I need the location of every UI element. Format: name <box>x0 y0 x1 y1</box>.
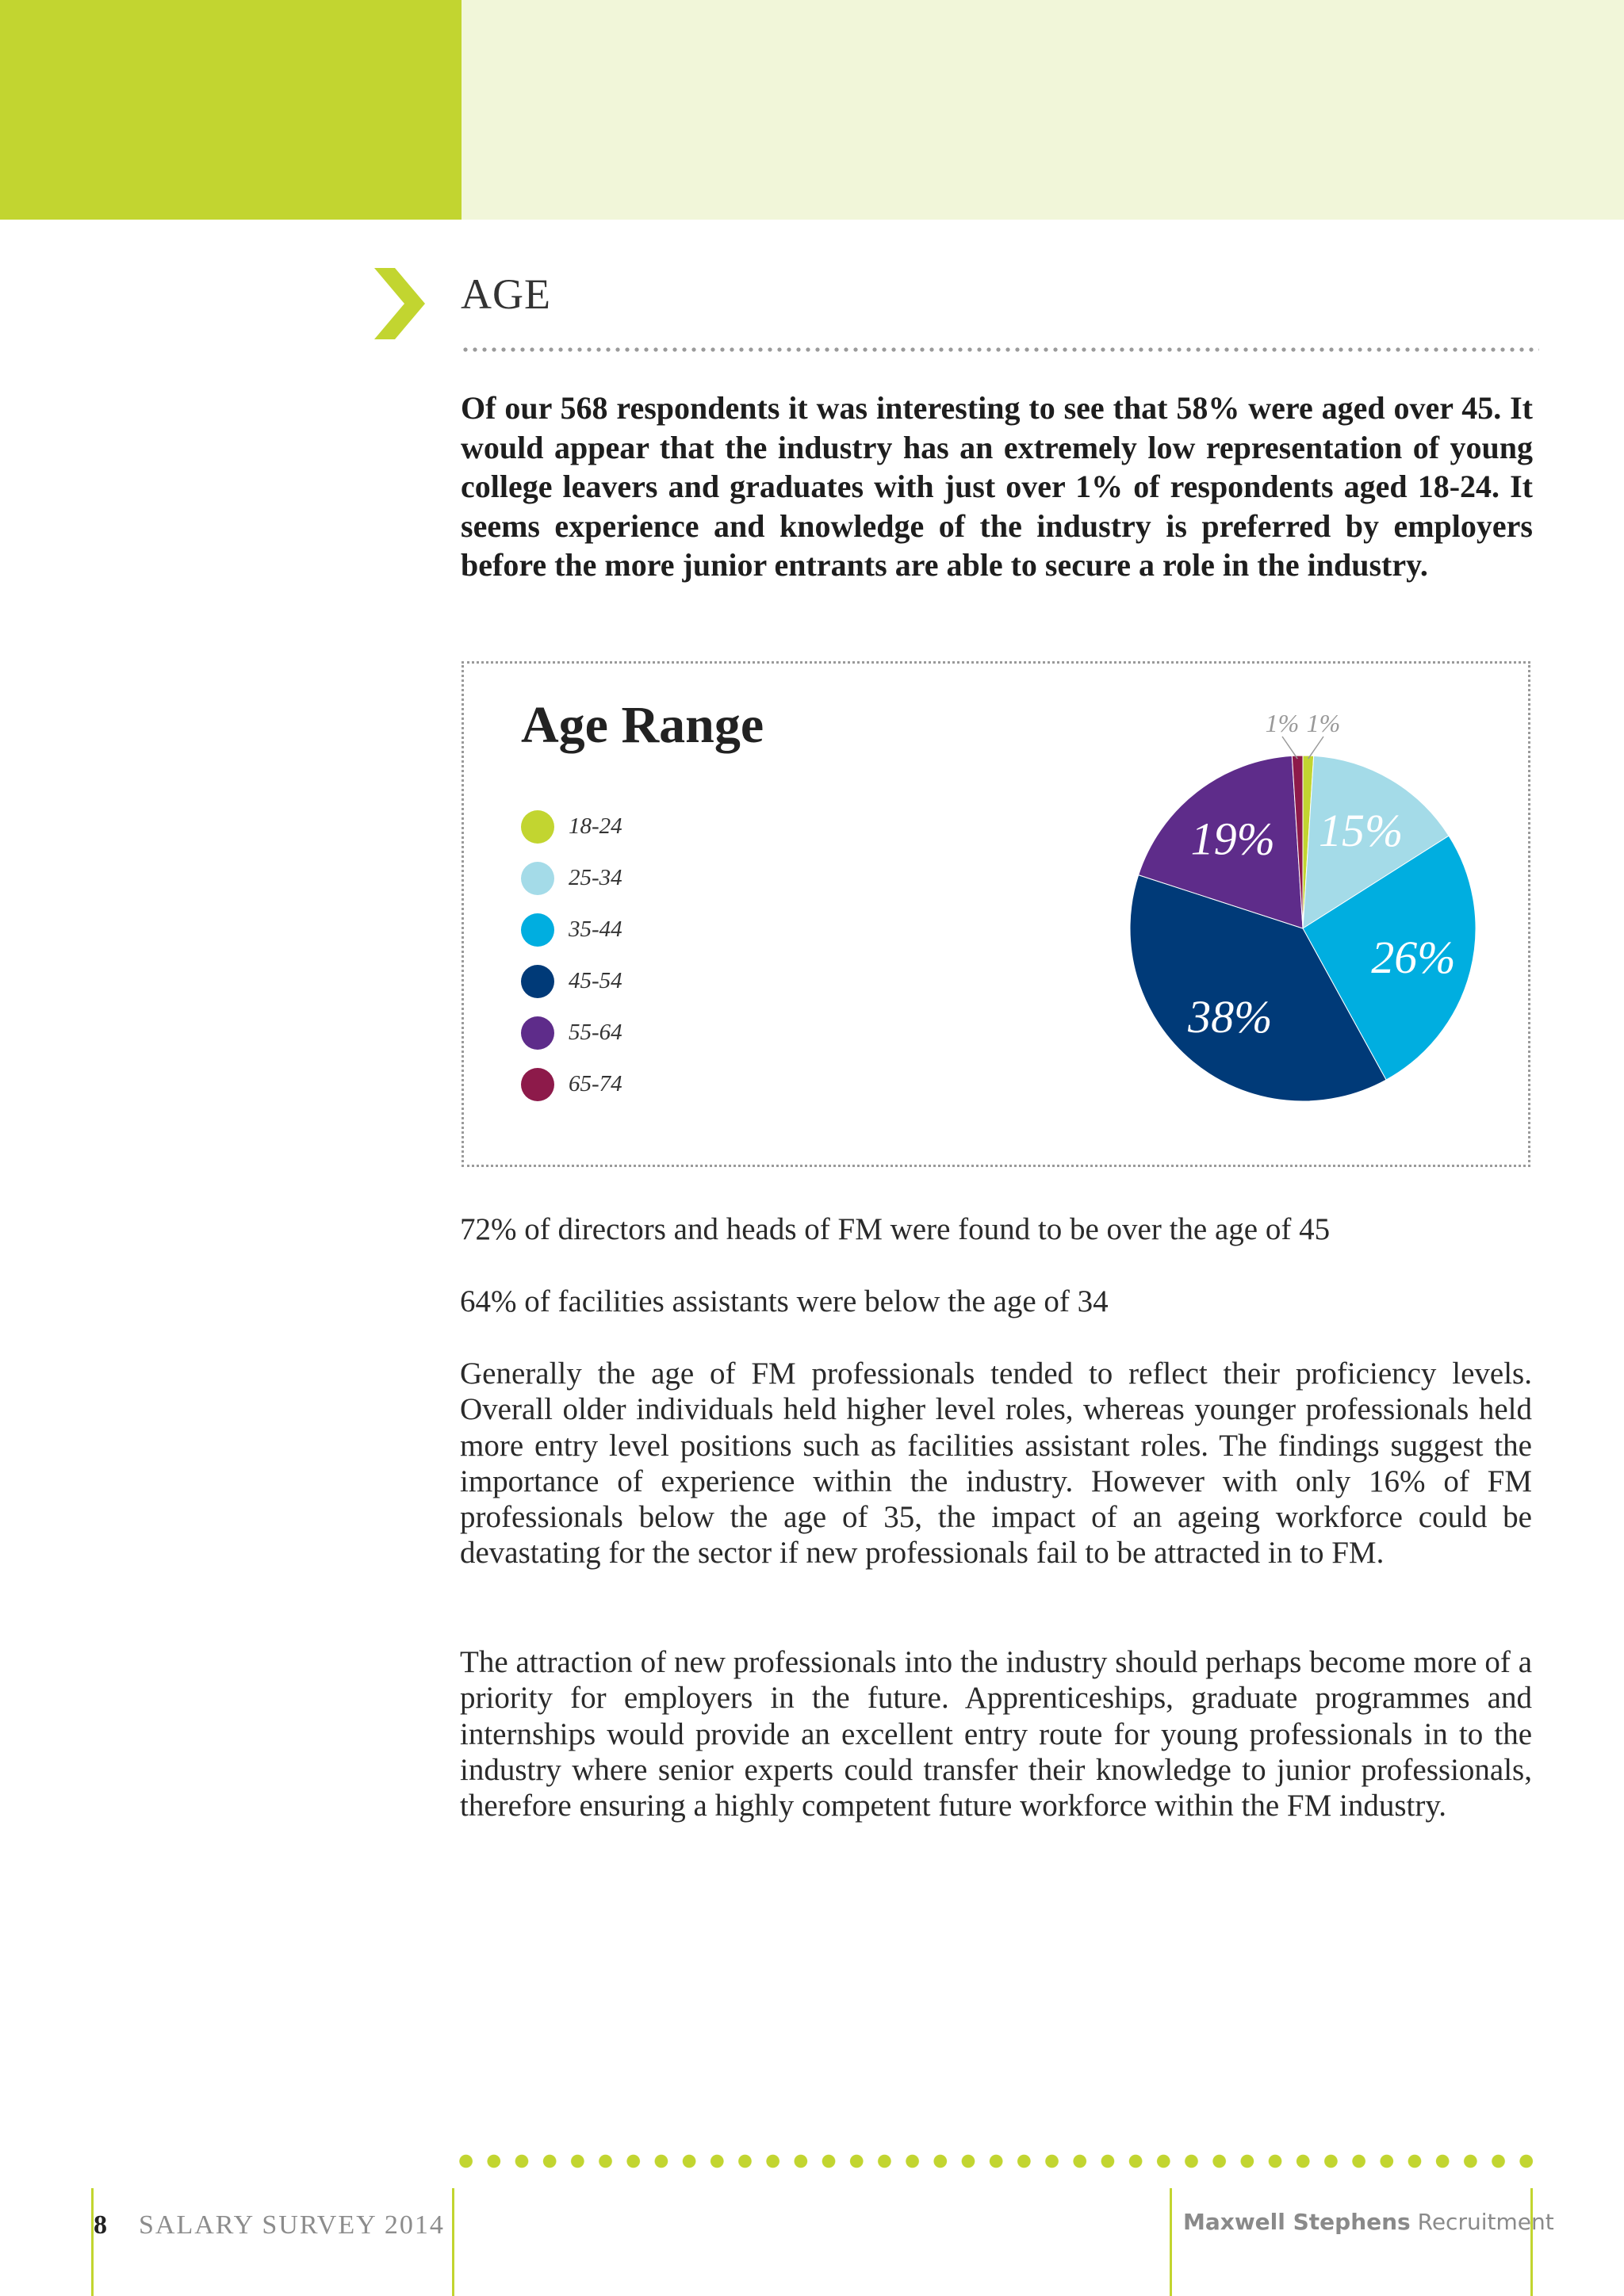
legend-item <box>521 1016 680 1051</box>
legend-swatch <box>521 1016 554 1050</box>
pie-data-label: 1% <box>1265 709 1300 737</box>
legend-item <box>521 965 680 1000</box>
footer-dotted-divider <box>452 2153 1538 2169</box>
footer-rule-mid <box>452 2188 454 2296</box>
pie-data-label: 26% <box>1371 931 1456 983</box>
legend-label: 55-64 <box>569 1020 622 1045</box>
footer-rule-left <box>91 2188 94 2296</box>
legend-swatch <box>521 1068 554 1101</box>
document-title: SALARY SURVEY 2014 <box>139 2210 445 2240</box>
pie-data-label: 1% <box>1306 709 1341 737</box>
dotted-divider <box>461 347 1539 352</box>
pie-data-label: 38% <box>1188 990 1273 1043</box>
legend-item <box>521 862 680 897</box>
footer-rule-right <box>1530 2188 1533 2296</box>
body-paragraph-attraction: The attraction of new professionals into the industry should perhaps become more of a priority for employers in the future. Apprenticeships, graduate programmes and internships would provide an excellent entry route for young professionals in to the industry where senior experts could transfer their knowledge to junior professionals, therefore ensuring a highly competent future workforce within the FM industry. <box>460 1645 1532 1823</box>
pie-data-label: 15% <box>1319 805 1404 857</box>
legend-swatch <box>521 862 554 895</box>
legend-label: 45-54 <box>569 968 622 993</box>
legend-label: 18-24 <box>569 813 622 839</box>
legend-label: 65-74 <box>569 1071 622 1096</box>
legend-label: 25-34 <box>569 865 622 890</box>
brand-logo <box>1183 2209 1554 2235</box>
legend-item <box>521 810 680 845</box>
legend-swatch <box>521 965 554 998</box>
pie-leader-line <box>1308 737 1323 759</box>
brand-suffix: Recruitment <box>1410 2209 1554 2235</box>
stat-paragraph-assistants: 64% of facilities assistants were below the age of 34 <box>460 1284 1109 1318</box>
body-paragraph-proficiency: Generally the age of FM professionals tended to reflect their proficiency levels. Overall older individuals held higher level roles, whereas younger professionals held more entry level positions such as facilities assistant roles. The findings suggest the importance of experience within the industry. However with only 16% of FM professionals below the age of 35, the impact of an ageing workforce could be devastating for the sector if new professionals fail to be attracted in to FM. <box>460 1357 1532 1571</box>
pie-leader-line <box>1282 737 1297 759</box>
legend-item <box>521 913 680 948</box>
pie-chart <box>1130 698 1495 1142</box>
footer-rule-brand-left <box>1170 2188 1172 2296</box>
header-accent-band <box>0 0 462 220</box>
header-light-band <box>462 0 1624 220</box>
chart-title: Age Range <box>521 696 764 754</box>
stat-paragraph-directors: 72% of directors and heads of FM were found to be over the age of 45 <box>460 1212 1331 1246</box>
brand-name: Maxwell Stephens <box>1183 2209 1411 2235</box>
age-range-chart <box>462 661 1530 1167</box>
chevron-right-icon <box>374 268 425 339</box>
legend-swatch <box>521 810 554 844</box>
intro-paragraph: Of our 568 respondents it was interesting to see that 58% were aged over 45. It would appear that the industry has an extremely low representation of young college leavers and graduates with just over 1% of respondents aged 18-24. It seems experience and knowledge of the industry is preferred by employers before the more junior entrants are able to secure a role in the industry. <box>461 390 1533 583</box>
legend-label: 35-44 <box>569 916 622 942</box>
section-title: AGE <box>461 270 551 318</box>
page-number: 8 <box>94 2210 107 2240</box>
legend-swatch <box>521 913 554 947</box>
pie-data-label: 19% <box>1190 813 1275 865</box>
legend-item <box>521 1068 680 1103</box>
